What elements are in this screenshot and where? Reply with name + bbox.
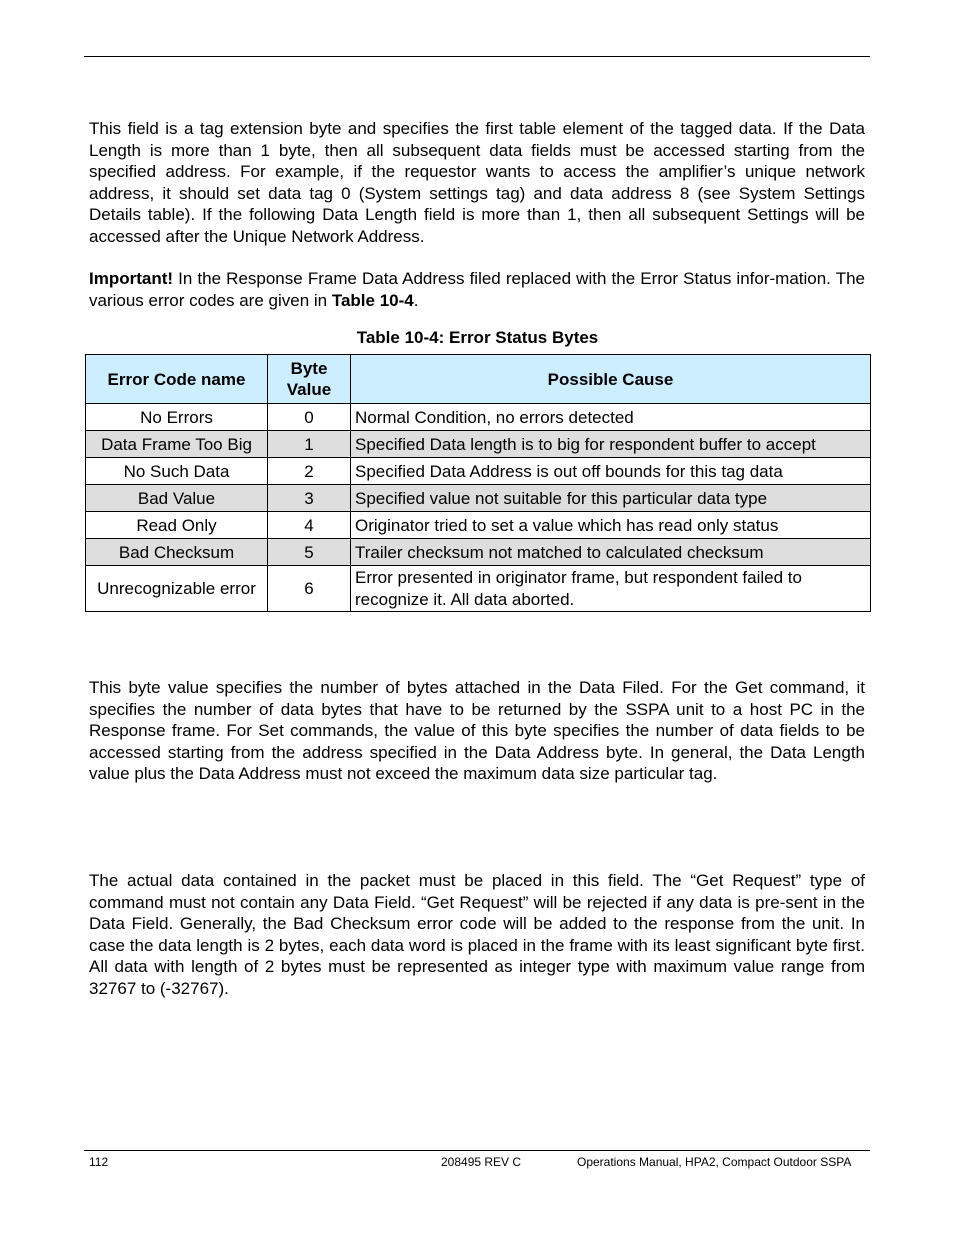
table-row bbox=[86, 485, 871, 512]
table-row bbox=[86, 431, 871, 458]
important-label: Important! bbox=[89, 269, 174, 288]
possible-cause: Error presented in originator frame, but respondent failed to recognize it. All data aborted. bbox=[351, 566, 871, 612]
document-number: 208495 REV C bbox=[441, 1155, 522, 1169]
header-rule bbox=[84, 56, 870, 57]
possible-cause: Specified value not suitable for this particular data type bbox=[351, 485, 871, 512]
table-row bbox=[86, 566, 871, 612]
error-code-name: No Errors bbox=[86, 404, 268, 431]
error-code-name: Bad Value bbox=[86, 485, 268, 512]
possible-cause: Specified Data length is to big for respondent buffer to accept bbox=[351, 431, 871, 458]
error-code-name: Read Only bbox=[86, 512, 268, 539]
header-error-code-name: Error Code name bbox=[86, 355, 268, 404]
data-length-paragraph: This byte value specifies the number of bytes attached in the Data Filed. For the Get command, it specifies the number of data bytes that have to be returned by the SSPA unit to a host PC in the Response frame. For Set commands, the value of this byte specifies the number of data fields to be accessed starting from the address specified in the Data Address byte. In general, the Data Length value plus the Data Address must not exceed the maximum data size particular tag. bbox=[89, 678, 865, 784]
footer-rule bbox=[84, 1150, 870, 1151]
important-end: . bbox=[413, 290, 419, 310]
page-number: 112 bbox=[89, 1155, 109, 1169]
data-address-paragraph: This field is a tag extension byte and specifies the first table element of the tagged data. If the Data Length is more than 1 byte, then all subsequent data fields must be accessed starting from the specified address. For example, if the requestor wants to access the amplifier’s unique network address, it should set data tag 0 (System settings tag) and data address 8 (see System Settings Details table). If the following Data Length field is more than 1, then all subsequent Settings will be accessed after the Unique Network Address. bbox=[89, 119, 865, 246]
possible-cause: Originator tried to set a value which has read only status bbox=[351, 512, 871, 539]
possible-cause: Normal Condition, no errors detected bbox=[351, 404, 871, 431]
byte-value: 5 bbox=[268, 539, 351, 566]
byte-value: 6 bbox=[268, 566, 351, 612]
error-code-name: No Such Data bbox=[86, 458, 268, 485]
table-row bbox=[86, 404, 871, 431]
header-byte-value: Byte Value bbox=[268, 355, 351, 404]
error-code-name: Unrecognizable error bbox=[86, 566, 268, 612]
important-text: In the Response Frame Data Address filed replaced with the Error Status infor-mation. The various error codes are given in bbox=[89, 269, 865, 310]
byte-value: 3 bbox=[268, 485, 351, 512]
data-field-paragraph: The actual data contained in the packet must be placed in this field. The “Get Request” type of command must not contain any Data Field. “Get Request” will be rejected if any data is pre-sent in the Data Field. Generally, the Bad Checksum error code will be added to the response from the unit. In case the data length is 2 bytes, each data word is placed in the frame with its least significant byte first. All data with length of 2 bytes must be represented as integer type with maximum value range from 32767 to (-32767). bbox=[89, 871, 865, 998]
error-code-name: Bad Checksum bbox=[86, 539, 268, 566]
table-row bbox=[86, 458, 871, 485]
byte-value: 4 bbox=[268, 512, 351, 539]
header-possible-cause: Possible Cause bbox=[351, 355, 871, 404]
table-reference: Table 10-4 bbox=[331, 290, 414, 310]
error-status-table bbox=[85, 354, 871, 612]
byte-value: 2 bbox=[268, 458, 351, 485]
byte-value: 1 bbox=[268, 431, 351, 458]
byte-value: 0 bbox=[268, 404, 351, 431]
possible-cause: Specified Data Address is out off bounds for this tag data bbox=[351, 458, 871, 485]
error-code-name: Data Frame Too Big bbox=[86, 431, 268, 458]
important-paragraph bbox=[89, 268, 865, 311]
table-row bbox=[86, 539, 871, 566]
possible-cause: Trailer checksum not matched to calculated checksum bbox=[351, 539, 871, 566]
table-header-row bbox=[86, 355, 871, 404]
table-title: Table 10-4: Error Status Bytes bbox=[356, 328, 599, 347]
table-row bbox=[86, 512, 871, 539]
document-title: Operations Manual, HPA2, Compact Outdoor SSPA bbox=[577, 1155, 852, 1169]
